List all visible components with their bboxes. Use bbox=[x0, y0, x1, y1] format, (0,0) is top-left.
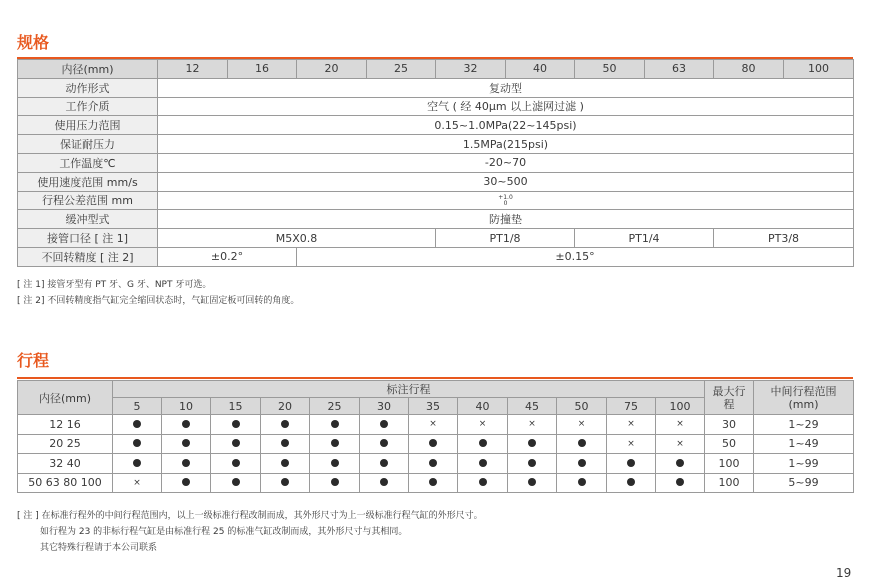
page-number: 19 bbox=[836, 566, 852, 580]
stroke-value: 75 bbox=[607, 398, 656, 415]
filled-circle-icon bbox=[380, 478, 388, 486]
max-stroke-value: 30 bbox=[705, 415, 754, 435]
filled-circle-icon bbox=[331, 439, 339, 447]
stroke-row-bore: 20 25 bbox=[18, 434, 113, 454]
unavailable-mark: × bbox=[607, 434, 656, 454]
spec-row bbox=[18, 135, 854, 154]
filled-circle-icon bbox=[528, 478, 536, 486]
filled-circle-icon bbox=[429, 439, 437, 447]
available-mark bbox=[162, 415, 211, 435]
available-mark bbox=[162, 434, 211, 454]
filled-circle-icon bbox=[578, 439, 586, 447]
spec-port-row bbox=[18, 229, 854, 248]
spec-row-label: 缓冲型式 bbox=[18, 210, 158, 229]
stroke-value: 20 bbox=[261, 398, 310, 415]
available-mark bbox=[261, 454, 310, 474]
tolerance-lower: 0 bbox=[503, 199, 508, 207]
spec-row-label: 使用压力范围 bbox=[18, 116, 158, 135]
unavailable-mark: × bbox=[508, 415, 557, 435]
max-stroke-value: 50 bbox=[705, 434, 754, 454]
filled-circle-icon bbox=[331, 478, 339, 486]
available-mark bbox=[310, 454, 360, 474]
filled-circle-icon bbox=[182, 420, 190, 428]
stroke-title-rule bbox=[17, 377, 853, 379]
available-mark bbox=[360, 434, 409, 454]
spec-row-value: 0.15~1.0MPa(22~145psi) bbox=[158, 116, 854, 135]
filled-circle-icon bbox=[133, 439, 141, 447]
available-mark bbox=[211, 473, 261, 493]
filled-circle-icon bbox=[281, 478, 289, 486]
spec-row-value: 1.5MPa(215psi) bbox=[158, 135, 854, 154]
stroke-value: 45 bbox=[508, 398, 557, 415]
stroke-row bbox=[18, 473, 854, 493]
spec-bore-label: 内径(mm) bbox=[18, 60, 158, 79]
stroke-row bbox=[18, 454, 854, 474]
spec-row-value: -20~70 bbox=[158, 153, 854, 172]
spec-row bbox=[18, 172, 854, 191]
spec-row bbox=[18, 116, 854, 135]
available-mark bbox=[211, 434, 261, 454]
spec-table bbox=[17, 59, 854, 267]
available-mark bbox=[261, 473, 310, 493]
spec-header-row bbox=[18, 60, 854, 79]
spec-bore-cell: 32 bbox=[436, 60, 506, 79]
available-mark bbox=[310, 473, 360, 493]
spec-bore-cell: 100 bbox=[784, 60, 854, 79]
spec-row-label: 工作介质 bbox=[18, 97, 158, 116]
filled-circle-icon bbox=[331, 459, 339, 467]
spec-row-value: 复动型 bbox=[158, 78, 854, 97]
stroke-value: 5 bbox=[113, 398, 162, 415]
stroke-value: 30 bbox=[360, 398, 409, 415]
tolerance-upper: +1.0 bbox=[498, 193, 513, 201]
stroke-row bbox=[18, 415, 854, 435]
available-mark bbox=[113, 434, 162, 454]
available-mark bbox=[607, 473, 656, 493]
stroke-note: 其它特殊行程请于本公司联系 bbox=[40, 543, 158, 553]
stroke-row-bore: 12 16 bbox=[18, 415, 113, 435]
stroke-value: 25 bbox=[310, 398, 360, 415]
available-mark bbox=[310, 415, 360, 435]
available-mark bbox=[360, 415, 409, 435]
spec-row-label: 保证耐压力 bbox=[18, 135, 158, 154]
filled-circle-icon bbox=[528, 439, 536, 447]
filled-circle-icon bbox=[232, 439, 240, 447]
available-mark bbox=[508, 473, 557, 493]
spec-bore-cell: 63 bbox=[645, 60, 714, 79]
spec-bore-cell: 16 bbox=[228, 60, 297, 79]
stroke-value: 100 bbox=[656, 398, 705, 415]
mid-stroke-range: 1~49 bbox=[754, 434, 854, 454]
stroke-body bbox=[18, 415, 854, 493]
filled-circle-icon bbox=[281, 459, 289, 467]
max-stroke-label: 最大行程 bbox=[705, 381, 754, 415]
available-mark bbox=[557, 434, 607, 454]
spec-bore-cell: 25 bbox=[367, 60, 436, 79]
unavailable-mark: × bbox=[458, 415, 508, 435]
stroke-value: 10 bbox=[162, 398, 211, 415]
mid-stroke-label: 中间行程范围(mm) bbox=[754, 381, 854, 415]
spec-row-label: 动作形式 bbox=[18, 78, 158, 97]
unavailable-mark: × bbox=[557, 415, 607, 435]
spec-row bbox=[18, 153, 854, 172]
filled-circle-icon bbox=[281, 420, 289, 428]
spec-row bbox=[18, 210, 854, 229]
mid-stroke-range: 1~29 bbox=[754, 415, 854, 435]
filled-circle-icon bbox=[380, 420, 388, 428]
filled-circle-icon bbox=[182, 459, 190, 467]
stroke-value: 40 bbox=[458, 398, 508, 415]
spec-row bbox=[18, 191, 854, 210]
stroke-section-title: 行程 bbox=[17, 351, 50, 370]
port-value: PT1/4 bbox=[575, 229, 714, 248]
filled-circle-icon bbox=[578, 459, 586, 467]
filled-circle-icon bbox=[479, 459, 487, 467]
stroke-value: 50 bbox=[557, 398, 607, 415]
spec-row-value: 防撞垫 bbox=[158, 210, 854, 229]
max-stroke-value: 100 bbox=[705, 473, 754, 493]
stroke-row-bore: 50 63 80 100 bbox=[18, 473, 113, 493]
available-mark bbox=[261, 434, 310, 454]
available-mark bbox=[162, 454, 211, 474]
stroke-row-bore: 32 40 bbox=[18, 454, 113, 474]
spec-row-label: 工作温度℃ bbox=[18, 153, 158, 172]
spec-bore-cell: 12 bbox=[158, 60, 228, 79]
available-mark bbox=[409, 454, 458, 474]
spec-bore-cell: 40 bbox=[506, 60, 575, 79]
accuracy-value: ±0.2° bbox=[158, 247, 297, 266]
filled-circle-icon bbox=[676, 459, 684, 467]
available-mark bbox=[211, 454, 261, 474]
spec-row-value: 空气 ( 经 40μm 以上滤网过滤 ) bbox=[158, 97, 854, 116]
filled-circle-icon bbox=[380, 459, 388, 467]
spec-row-label: 使用速度范围 mm/s bbox=[18, 172, 158, 191]
available-mark bbox=[261, 415, 310, 435]
max-stroke-value: 100 bbox=[705, 454, 754, 474]
port-value: M5X0.8 bbox=[158, 229, 436, 248]
available-mark bbox=[557, 473, 607, 493]
available-mark bbox=[656, 473, 705, 493]
spec-accuracy-row bbox=[18, 247, 854, 266]
available-mark bbox=[557, 454, 607, 474]
available-mark bbox=[360, 454, 409, 474]
filled-circle-icon bbox=[232, 459, 240, 467]
filled-circle-icon bbox=[578, 478, 586, 486]
available-mark bbox=[360, 473, 409, 493]
port-value: PT3/8 bbox=[714, 229, 854, 248]
stroke-header-row bbox=[18, 381, 854, 398]
available-mark bbox=[458, 434, 508, 454]
unavailable-mark: × bbox=[113, 473, 162, 493]
available-mark bbox=[607, 454, 656, 474]
filled-circle-icon bbox=[627, 478, 635, 486]
spec-row bbox=[18, 97, 854, 116]
filled-circle-icon bbox=[627, 459, 635, 467]
stroke-table bbox=[17, 380, 854, 493]
filled-circle-icon bbox=[676, 478, 684, 486]
available-mark bbox=[458, 473, 508, 493]
spec-row-label: 接管口径 [ 注 1] bbox=[18, 229, 158, 248]
filled-circle-icon bbox=[281, 439, 289, 447]
filled-circle-icon bbox=[232, 478, 240, 486]
mid-stroke-range: 5~99 bbox=[754, 473, 854, 493]
filled-circle-icon bbox=[429, 459, 437, 467]
spec-row-label: 行程公差范围 mm bbox=[18, 191, 158, 210]
available-mark bbox=[508, 454, 557, 474]
port-value: PT1/8 bbox=[436, 229, 575, 248]
filled-circle-icon bbox=[133, 420, 141, 428]
available-mark bbox=[458, 454, 508, 474]
available-mark bbox=[409, 434, 458, 454]
spec-note: [ 注 1] 接管牙型有 PT 牙、G 牙、NPT 牙可选。 bbox=[17, 280, 212, 290]
spec-note: [ 注 2] 不回转精度指气缸完全缩回状态时，气缸固定板可回转的角度。 bbox=[17, 296, 300, 306]
spec-section-title: 规格 bbox=[17, 33, 50, 52]
unavailable-mark: × bbox=[409, 415, 458, 435]
filled-circle-icon bbox=[479, 439, 487, 447]
available-mark bbox=[162, 473, 211, 493]
filled-circle-icon bbox=[429, 478, 437, 486]
filled-circle-icon bbox=[182, 478, 190, 486]
accuracy-value: ±0.15° bbox=[297, 247, 854, 266]
filled-circle-icon bbox=[133, 459, 141, 467]
stroke-tolerance-value bbox=[158, 191, 854, 210]
available-mark bbox=[113, 454, 162, 474]
stroke-note: [ 注 ] 在标准行程外的中间行程范围内，以上一级标准行程改制而成，其外形尺寸为上一级标准行程气缸的外形尺寸。 bbox=[17, 511, 483, 521]
mid-stroke-range: 1~99 bbox=[754, 454, 854, 474]
spec-bore-cell: 20 bbox=[297, 60, 367, 79]
spec-bore-cell: 50 bbox=[575, 60, 645, 79]
filled-circle-icon bbox=[380, 439, 388, 447]
available-mark bbox=[113, 415, 162, 435]
filled-circle-icon bbox=[479, 478, 487, 486]
spec-row bbox=[18, 78, 854, 97]
available-mark bbox=[508, 434, 557, 454]
stroke-value: 35 bbox=[409, 398, 458, 415]
available-mark bbox=[656, 454, 705, 474]
available-mark bbox=[310, 434, 360, 454]
stroke-note: 如行程为 23 的非标行程气缸是由标准行程 25 的标准气缸改制而成，其外形尺寸与其相同。 bbox=[40, 527, 408, 537]
filled-circle-icon bbox=[331, 420, 339, 428]
spec-bore-cell: 80 bbox=[714, 60, 784, 79]
stroke-row bbox=[18, 434, 854, 454]
stroke-bore-label: 内径(mm) bbox=[18, 381, 113, 415]
spec-row-value: 30~500 bbox=[158, 172, 854, 191]
unavailable-mark: × bbox=[656, 415, 705, 435]
filled-circle-icon bbox=[182, 439, 190, 447]
available-mark bbox=[211, 415, 261, 435]
standard-stroke-label: 标注行程 bbox=[113, 381, 705, 398]
available-mark bbox=[409, 473, 458, 493]
stroke-value: 15 bbox=[211, 398, 261, 415]
filled-circle-icon bbox=[232, 420, 240, 428]
spec-row-label: 不回转精度 [ 注 2] bbox=[18, 247, 158, 266]
unavailable-mark: × bbox=[607, 415, 656, 435]
unavailable-mark: × bbox=[656, 434, 705, 454]
filled-circle-icon bbox=[528, 459, 536, 467]
